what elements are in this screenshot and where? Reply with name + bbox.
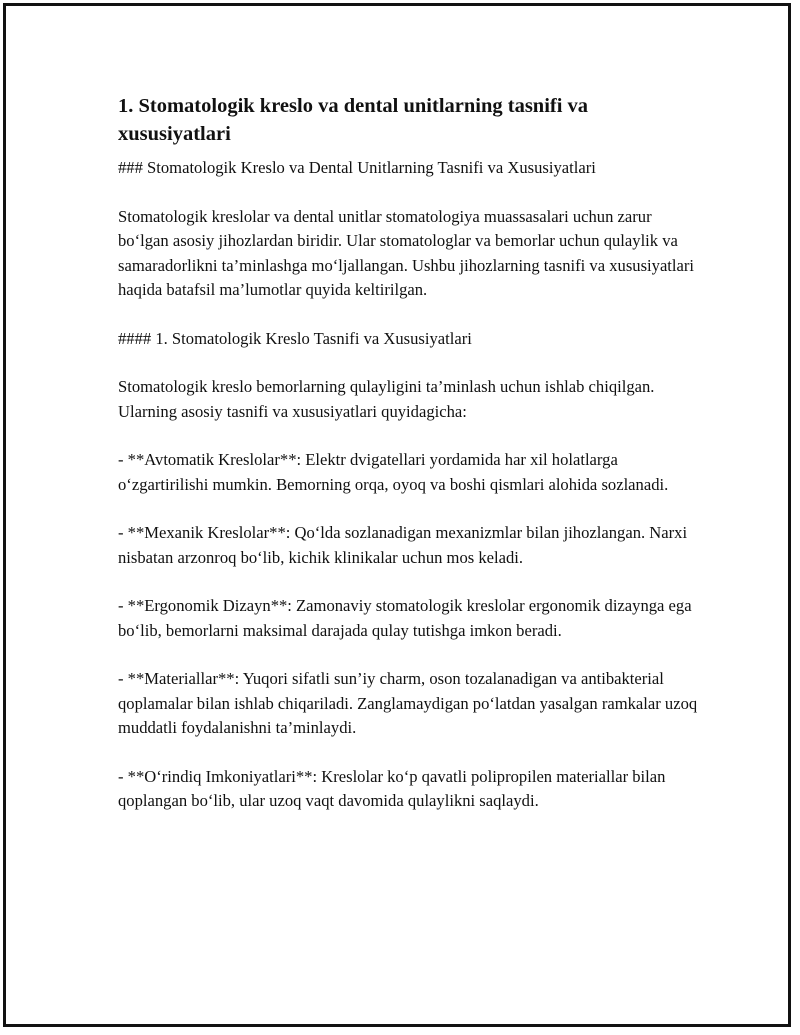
document-body — [118, 92, 698, 838]
intro-paragraph: Stomatologik kreslolar va dental unitlar stomatologiya muassasalari uchun zarur bo‘lgan asosiy jihozlardan biridir. Ular stomatologlar va bemorlar uchun qulaylik va samaradorlikni ta’minlashga mo‘ljallangan. Ushbu jihozlarning tasnifi va xususiyatlari haqida batafsil ma’lumotlar quyida keltirilgan. — [118, 206, 695, 299]
list-item-mechanical-chairs: - **Mexanik Kreslolar**: Qo‘lda sozlanadigan mexanizmlar bilan jihozlangan. Narxi nisbatan arzonroq bo‘lib, kichik klinikalar uchun mos keladi. — [118, 523, 688, 567]
list-item-automatic-chairs: - **Avtomatik Kreslolar**: Elektr dvigatellari yordamida har xil holatlarga o‘zgartirilishi mumkin. Bemorning orqa, oyoq va boshi qismlari alohida sozlanadi. — [118, 450, 669, 494]
list-item-ergonomic-design: - **Ergonomik Dizayn**: Zamonaviy stomatologik kreslolar ergonomik dizaynga ega bo‘lib, bemorlarni maksimal darajada qulay tutishga imkon beradi. — [118, 596, 692, 640]
section-heading: ### Stomatologik Kreslo va Dental Unitlarning Tasnifi va Xususiyatlari — [118, 158, 596, 177]
document-title: 1. Stomatologik kreslo va dental unitlarning tasnifi va xususiyatlari — [118, 95, 589, 145]
subsection-intro-paragraph: Stomatologik kreslo bemorlarning qulayligini ta’minlash uchun ishlab chiqilgan. Ularning asosiy tasnifi va xususiyatlari quyidagicha: — [118, 377, 655, 421]
list-item-seat-features: - **O‘rindiq Imkoniyatlari**: Kreslolar ko‘p qavatli polipropilen materiallar bilan qoplangan bo‘lib, ular uzoq vaqt davomida qulaylikni saqlaydi. — [118, 766, 666, 810]
subsection-heading: #### 1. Stomatologik Kreslo Tasnifi va Xususiyatlari — [118, 328, 472, 348]
list-item-materials: - **Materiallar**: Yuqori sifatli sun’iy charm, oson tozalanadigan va antibakterial qoplamalar bilan ishlab chiqariladi. Zanglamaydigan po‘latdan yasalgan ramkalar uzoq muddatli foydalanishni ta’minlaydi. — [118, 669, 698, 737]
